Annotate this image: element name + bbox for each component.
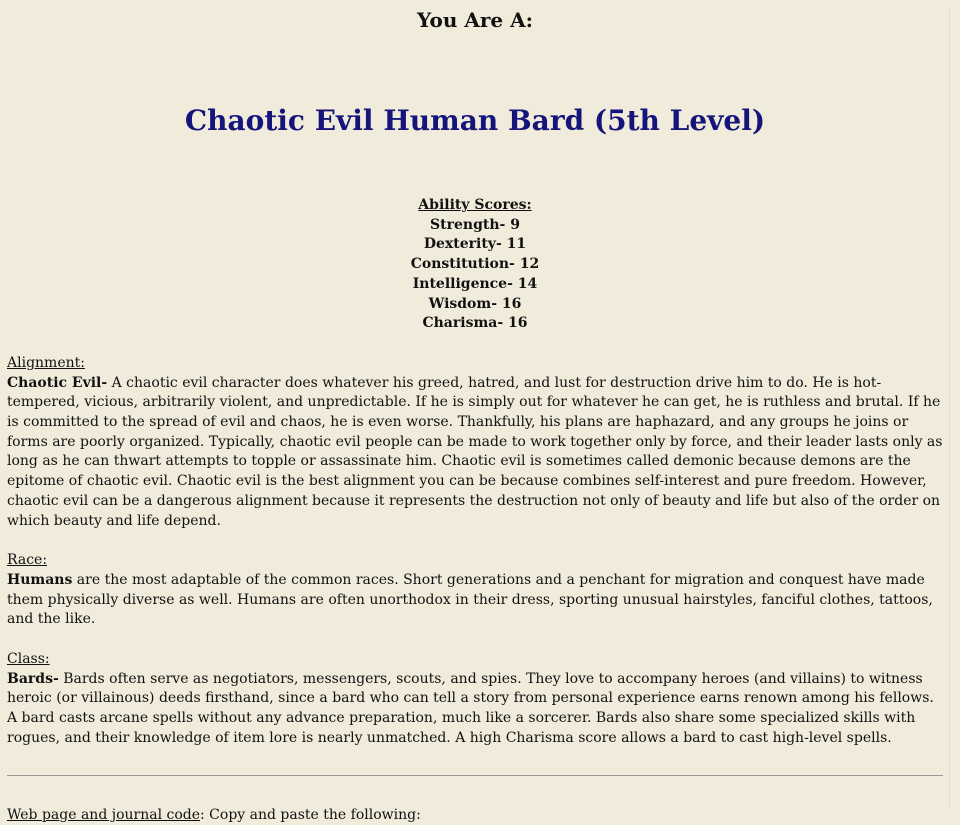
ability-scores <box>7 196 943 334</box>
score-constitution: Constitution- 12 <box>410 256 540 273</box>
ability-scores-label: Ability Scores: <box>418 197 532 213</box>
alignment-section <box>7 354 943 531</box>
score-dexterity: Dexterity- 11 <box>423 236 527 253</box>
code-label: Web page and journal code <box>7 806 201 823</box>
code-instructions: Web page and journal code: Copy and paste the following: <box>7 806 421 823</box>
class-label: Class: <box>7 651 50 668</box>
result-title: Chaotic Evil Human Bard (5th Level) <box>184 104 766 137</box>
race-section <box>7 551 943 630</box>
you-are-heading: You Are A: <box>416 8 534 32</box>
score-strength: Strength- 9 <box>430 216 520 233</box>
score-charisma: Charisma- 16 <box>422 315 528 332</box>
vertical-scrollbar[interactable] <box>949 8 960 808</box>
score-wisdom: Wisdom- 16 <box>428 295 522 312</box>
class-section <box>7 650 943 749</box>
race-description: Humans are the most adaptable of the common races. Short generations and a penchant for migration and conquest have made them physically diverse as well. Humans are often unorthodox in their dress, sporting unusual hairstyles, fanciful clothes, tattoos, and the like. <box>7 571 933 628</box>
race-label: Race: <box>7 552 48 569</box>
alignment-description: Chaotic Evil- A chaotic evil character does whatever his greed, hatred, and lust for destruction drive him to do. He is hot-tempered, vicious, arbitrarily violent, and unpredictable. If he is simply out for whatever he can get, he is ruthless and brutal. If he is committed to the spread of evil and chaos, he is even worse. Thankfully, his plans are haphazard, and any groups he joins or forms are poorly organized. Typically, chaotic evil people can be made to work together only by force, and their leader lasts only as long as he can thwart attempts to topple or assassinate him. Chaotic evil is sometimes called demonic because demons are the epitome of chaotic evil. Chaotic evil is the best alignment you can be because combines self-interest and pure freedom. However, chaotic evil can be a dangerous alignment because it represents the destruction not only of beauty and life but also of the order on which beauty and life depend. <box>7 374 943 529</box>
section-divider <box>7 775 943 776</box>
alignment-label: Alignment: <box>7 354 85 371</box>
alignment-term: Chaotic Evil- <box>7 374 108 391</box>
class-description: Bards- Bards often serve as negotiators, messengers, scouts, and spies. They love to accompany heroes (and villains) to witness heroic (or villainous) deeds firsthand, since a bard who can tell a story from personal experience earns renown among his fellows. A bard casts arcane spells without any advance preparation, much like a sorcerer. Bards also share some specialized skills with rogues, and their knowledge of item lore is nearly unmatched. A high Charisma score allows a bard to cast high-level spells. <box>7 670 934 746</box>
score-intelligence: Intelligence- 14 <box>412 275 538 292</box>
race-term: Humans <box>7 571 73 588</box>
class-term: Bards- <box>7 670 59 687</box>
quiz-result-page <box>0 8 960 825</box>
